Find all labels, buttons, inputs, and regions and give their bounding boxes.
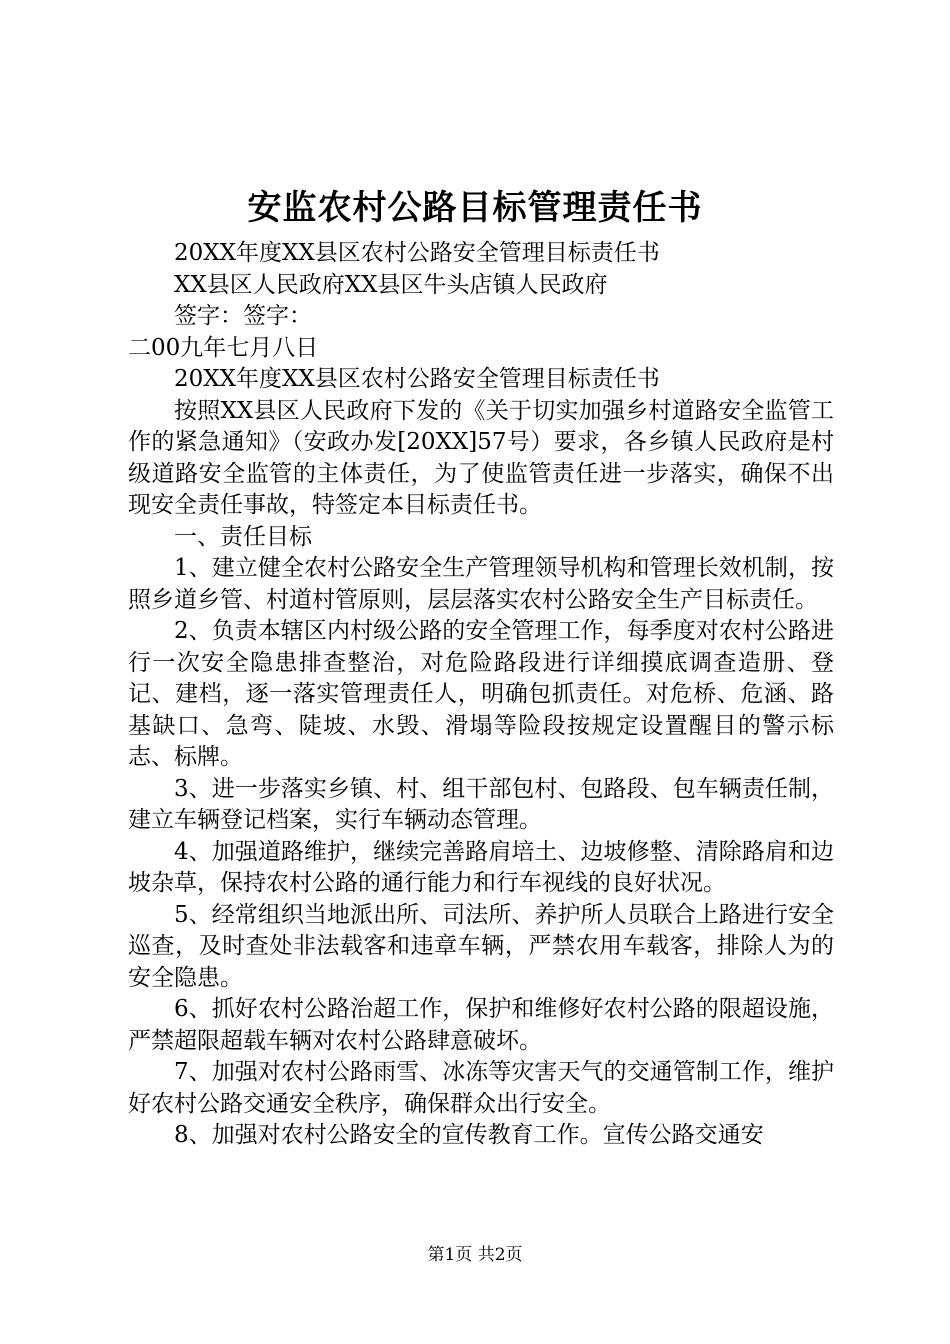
paragraph: 8、加强对农村公路安全的宣传教育工作。宣传公路交通安 — [174, 1122, 764, 1148]
paragraph: 20XX年度XX县区农村公路安全管理目标责任书 — [174, 366, 660, 392]
paragraph: 20XX年度XX县区农村公路安全管理目标责任书 — [174, 240, 660, 266]
paragraph: 一、责任目标 — [174, 523, 312, 550]
paragraph: 签字：签字： — [174, 303, 312, 329]
paragraph: 二00九年七月八日 — [128, 334, 319, 361]
paragraph: 4、加强道路维护，继续完善路肩培土、边坡修整、清除路肩和边坡杂草，保持农村公路的通行能力和行车视线的良好状况。 — [128, 838, 834, 896]
page-footer: 第1页 共2页 — [427, 1245, 523, 1265]
paragraph: 3、进一步落实乡镇、村、组干部包村、包路段、包车辆责任制，建立车辆登记档案，实行车辆动态管理。 — [128, 775, 834, 833]
paragraph: 6、抓好农村公路治超工作，保护和维修好农村公路的限超设施，严禁超限超载车辆对农村公路肆意破坏。 — [128, 996, 834, 1054]
paragraph: 5、经常组织当地派出所、司法所、养护所人员联合上路进行安全巡查，及时查处非法载客和违章车辆，严禁农用车载客，排除人为的安全隐患。 — [128, 901, 834, 991]
paragraph: 2、负责本辖区内村级公路的安全管理工作，每季度对农村公路进行一次安全隐患排查整治，对危险路段进行详细摸底调查造册、登记、建档，逐一落实管理责任人，明确包抓责任。对危桥、危涵、路基缺口、急弯、陡坡、水毁、滑塌等险段按规定设置醒目的警示标志、标牌。 — [128, 618, 834, 770]
document-body — [128, 238, 834, 1152]
paragraph: XX县区人民政府XX县区牛头店镇人民政府 — [174, 271, 608, 298]
paragraph: 1、建立健全农村公路安全生产管理领导机构和管理长效机制，按照乡道乡管、村道村管原则，层层落实农村公路安全生产目标责任。 — [128, 555, 834, 613]
paragraph: 按照XX县区人民政府下发的《关于切实加强乡村道路安全监管工作的紧急通知》（安政办发[20XX]57号）要求，各乡镇人民政府是村级道路安全监管的主体责任，为了使监管责任进一步落实，确保不出现安全责任事故，特签定本目标责任书。 — [128, 397, 834, 518]
paragraph: 7、加强对农村公路雨雪、冰冻等灾害天气的交通管制工作，维护好农村公路交通安全秩序，确保群众出行安全。 — [128, 1059, 834, 1117]
document-title: 安监农村公路目标管理责任书 — [247, 188, 703, 228]
